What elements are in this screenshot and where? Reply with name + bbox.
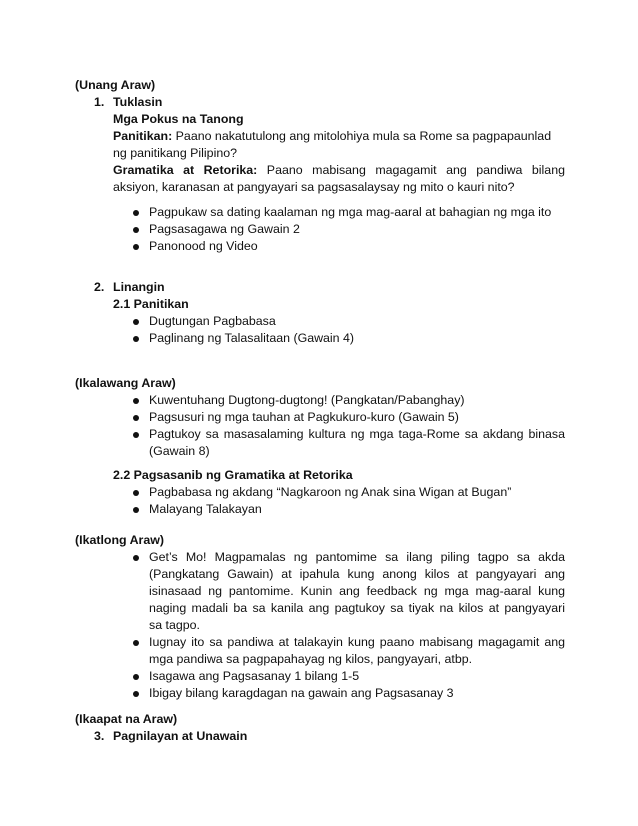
item2-number: 2.: [94, 280, 105, 294]
bullet-icon: [133, 640, 139, 646]
bullet-icon: [133, 319, 139, 325]
list-item: Kuwentuhang Dugtong-dugtong! (Pangkatan/Pabanghay): [149, 393, 465, 407]
item3-number: 3.: [94, 729, 105, 743]
list-item: Pagsasagawa ng Gawain 2: [149, 222, 300, 236]
bullet-icon: [133, 555, 139, 561]
gramatika-question-line2: aksiyon, karanasan at pangyayari sa pagsasalaysay ng mito o kauri nito?: [113, 180, 515, 194]
list-item-continuation: (Gawain 8): [149, 444, 210, 458]
panitikan-text: Paano nakatutulong ang mitolohiya mula sa Rome sa pagpapaunlad: [172, 129, 552, 143]
focus-questions-title: Mga Pokus na Tanong: [113, 112, 244, 126]
gramatika-label: Gramatika at Retorika:: [113, 163, 258, 177]
list-item: Panonood ng Video: [149, 239, 258, 253]
bullet-icon: [133, 210, 139, 216]
bullet-icon: [133, 691, 139, 697]
bullet-icon: [133, 336, 139, 342]
panitikan-label: Panitikan:: [113, 129, 173, 143]
list-item-continuation: naging madali ba sa kanila ang pagtukoy sa tiyak na kilos at pangyayari: [149, 601, 565, 615]
item3-title: Pagnilayan at Unawain: [113, 729, 248, 743]
list-item: Get’s Mo! Magpamalas ng pantomime sa ilang piling tagpo sa akda: [149, 550, 565, 564]
list-item-continuation: (Pangkatang Gawain) at ipahula kung anong kilos at pangyayari ang: [149, 567, 565, 581]
list-item: Pagtukoy sa masasalaming kultura ng mga taga-Rome sa akdang binasa: [149, 427, 565, 441]
item1-title: Tuklasin: [113, 95, 163, 109]
subsection-2-2-title: 2.2 Pagsasanib ng Gramatika at Retorika: [113, 468, 353, 482]
day4-heading: (Ikaapat na Araw): [75, 712, 178, 726]
bullet-icon: [133, 398, 139, 404]
item1-number: 1.: [94, 95, 105, 109]
panitikan-question-line1: [113, 128, 551, 145]
day1-heading: (Unang Araw): [75, 78, 156, 92]
bullet-icon: [133, 244, 139, 250]
panitikan-question-line2: ng panitikang Pilipino?: [113, 146, 237, 160]
item2-title: Linangin: [113, 280, 165, 294]
list-item-continuation: sa tagpo.: [149, 618, 200, 632]
bullet-icon: [133, 674, 139, 680]
list-item: Iugnay ito sa pandiwa at talakayin kung paano mabisang magagamit ang: [149, 635, 565, 649]
bullet-icon: [133, 415, 139, 421]
list-item: Ibigay bilang karagdagan na gawain ang Pagsasanay 3: [149, 686, 454, 700]
list-item: Isagawa ang Pagsasanay 1 bilang 1-5: [149, 669, 360, 683]
gramatika-text: Paano mabisang magagamit ang pandiwa bilang: [257, 163, 565, 177]
gramatika-question-line1: [113, 162, 565, 179]
subsection-2-1-title: 2.1 Panitikan: [113, 297, 189, 311]
bullet-icon: [133, 507, 139, 513]
list-item: Paglinang ng Talasalitaan (Gawain 4): [149, 331, 355, 345]
day3-heading: (Ikatlong Araw): [75, 533, 165, 547]
bullet-icon: [133, 432, 139, 438]
list-item-continuation: mga pandiwa sa pagpapahayag ng kilos, pangyayari, atbp.: [149, 652, 473, 666]
list-item: Pagpukaw sa dating kaalaman ng mga mag-aaral at bahagian ng mga ito: [149, 205, 552, 219]
list-item: Malayang Talakayan: [149, 502, 262, 516]
bullet-icon: [133, 227, 139, 233]
list-item-continuation: isinasaad ng pantomime. Kunin ang feedback ng mga mag-aaral kung: [149, 584, 565, 598]
bullet-icon: [133, 490, 139, 496]
list-item: Dugtungan Pagbabasa: [149, 314, 276, 328]
day2-heading: (Ikalawang Araw): [75, 376, 176, 390]
list-item: Pagsusuri ng mga tauhan at Pagkukuro-kuro (Gawain 5): [149, 410, 459, 424]
list-item: Pagbabasa ng akdang “Nagkaroon ng Anak sina Wigan at Bugan”: [149, 485, 512, 499]
